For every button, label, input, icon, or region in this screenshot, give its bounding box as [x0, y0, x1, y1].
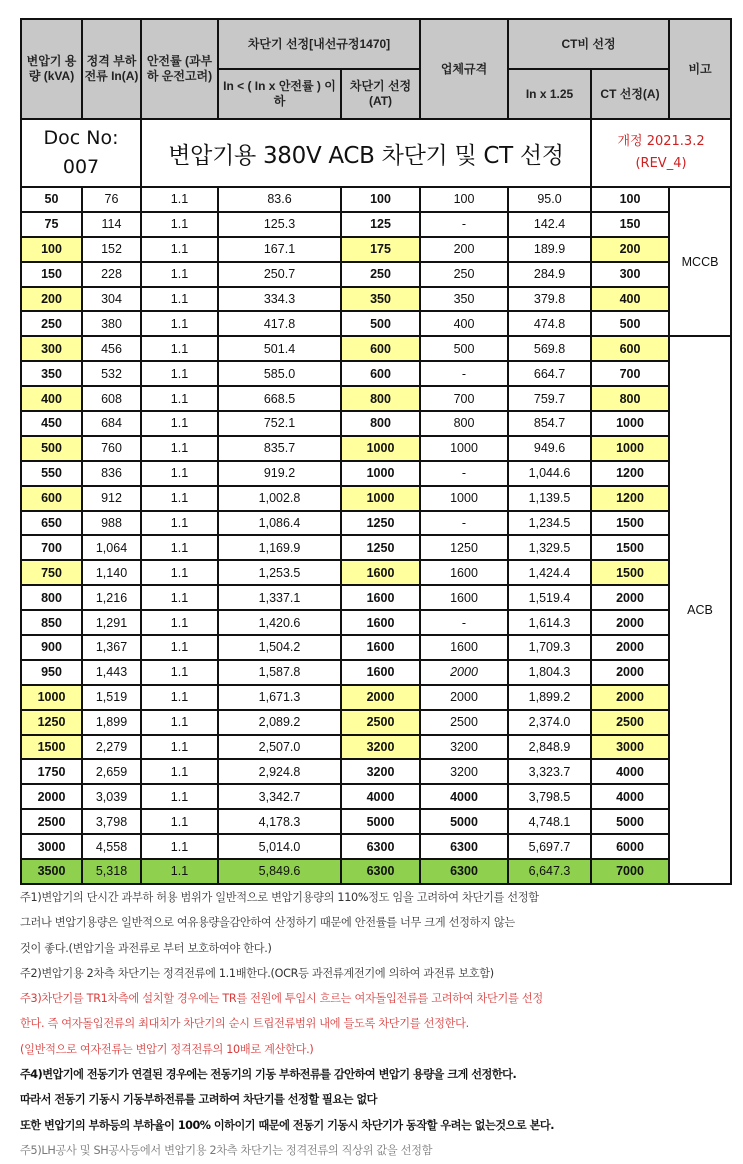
- breaker-limit-cell: 125.3: [218, 212, 341, 237]
- breaker-limit-cell: 4,178.3: [218, 809, 341, 834]
- rated-current-cell: 2,279: [82, 735, 141, 760]
- breaker-limit-cell: 1,671.3: [218, 685, 341, 710]
- vendor-spec-cell: 400: [420, 311, 508, 336]
- breaker-limit-cell: 2,507.0: [218, 735, 341, 760]
- ct-select-cell: 500: [591, 311, 669, 336]
- table-row: [21, 685, 731, 710]
- breaker-select-cell: 3200: [341, 735, 420, 760]
- ct-select-cell: 1500: [591, 560, 669, 585]
- safety-factor-cell: 1.1: [141, 336, 218, 361]
- breaker-limit-cell: 1,420.6: [218, 610, 341, 635]
- footnote-line: 주5)LH공사 및 SH공사등에서 변압기용 2차측 차단기는 정격전류의 직상위 값을 선정함: [20, 1143, 433, 1157]
- col-header-kva: 변압기 용량 (kVA): [21, 19, 82, 119]
- ct-select-cell: 3000: [591, 735, 669, 760]
- breaker-select-cell: 5000: [341, 809, 420, 834]
- vendor-spec-cell: -: [420, 610, 508, 635]
- vendor-spec-cell: 250: [420, 262, 508, 287]
- rated-current-cell: 1,064: [82, 535, 141, 560]
- breaker-select-cell: 1600: [341, 635, 420, 660]
- kva-cell: 350: [21, 361, 82, 386]
- kva-cell: 3000: [21, 834, 82, 859]
- ct-calc-cell: 2,374.0: [508, 710, 591, 735]
- breaker-limit-cell: 501.4: [218, 336, 341, 361]
- col-header-remarks: 비고: [669, 19, 731, 119]
- table-row: [21, 237, 731, 262]
- breaker-select-cell: 6300: [341, 859, 420, 884]
- table-row: [21, 809, 731, 834]
- safety-factor-cell: 1.1: [141, 859, 218, 884]
- vendor-spec-cell: -: [420, 212, 508, 237]
- vendor-spec-cell: 800: [420, 411, 508, 436]
- safety-factor-cell: 1.1: [141, 436, 218, 461]
- rated-current-cell: 532: [82, 361, 141, 386]
- ct-select-cell: 1500: [591, 511, 669, 536]
- kva-cell: 150: [21, 262, 82, 287]
- rated-current-cell: 3,039: [82, 784, 141, 809]
- ct-calc-cell: 6,647.3: [508, 859, 591, 884]
- safety-factor-cell: 1.1: [141, 262, 218, 287]
- breaker-select-cell: 1600: [341, 610, 420, 635]
- table-row: [21, 511, 731, 536]
- kva-cell: 3500: [21, 859, 82, 884]
- ct-select-cell: 2000: [591, 610, 669, 635]
- safety-factor-cell: 1.1: [141, 461, 218, 486]
- safety-factor-cell: 1.1: [141, 735, 218, 760]
- rated-current-cell: 684: [82, 411, 141, 436]
- footnote-line: 또한 변압기의 부하등의 부하율이 100% 이하이기 때문에 전동기 기동시 차단기가 동작할 우려는 없는것으로 본다.: [20, 1118, 554, 1132]
- ct-calc-cell: 1,899.2: [508, 685, 591, 710]
- ct-select-cell: 200: [591, 237, 669, 262]
- vendor-spec-cell: 200: [420, 237, 508, 262]
- ct-calc-cell: 1,614.3: [508, 610, 591, 635]
- vendor-spec-cell: 6300: [420, 859, 508, 884]
- vendor-spec-cell: 4000: [420, 784, 508, 809]
- vendor-spec-cell: 1600: [420, 585, 508, 610]
- ct-calc-cell: 284.9: [508, 262, 591, 287]
- breaker-select-cell: 1600: [341, 560, 420, 585]
- rated-current-cell: 608: [82, 386, 141, 411]
- breaker-select-cell: 125: [341, 212, 420, 237]
- kva-cell: 550: [21, 461, 82, 486]
- table-row: [21, 212, 731, 237]
- kva-cell: 200: [21, 287, 82, 312]
- safety-factor-cell: 1.1: [141, 834, 218, 859]
- breaker-select-cell: 600: [341, 361, 420, 386]
- kva-cell: 1500: [21, 735, 82, 760]
- kva-cell: 750: [21, 560, 82, 585]
- table-body: [21, 187, 731, 884]
- ct-calc-cell: 474.8: [508, 311, 591, 336]
- safety-factor-cell: 1.1: [141, 585, 218, 610]
- breaker-limit-cell: 1,587.8: [218, 660, 341, 685]
- vendor-spec-cell: 700: [420, 386, 508, 411]
- selection-table: [20, 18, 732, 885]
- table-row: [21, 461, 731, 486]
- footnote-line: 주3)차단기를 TR1차측에 설치할 경우에는 TR를 전원에 투입시 흐르는 여자돌입전류를 고려하여 차단기를 선정: [20, 992, 543, 1006]
- ct-select-cell: 2000: [591, 660, 669, 685]
- breaker-limit-cell: 2,089.2: [218, 710, 341, 735]
- ct-select-cell: 2000: [591, 685, 669, 710]
- revision-cell: [591, 119, 731, 187]
- breaker-limit-cell: 1,337.1: [218, 585, 341, 610]
- breaker-select-cell: 1600: [341, 585, 420, 610]
- footnote-line: 것이 좋다.(변압기을 과전류로 부터 보호하여야 한다.): [20, 941, 272, 955]
- table-row: [21, 411, 731, 436]
- ct-calc-cell: 4,748.1: [508, 809, 591, 834]
- rated-current-cell: 4,558: [82, 834, 141, 859]
- rated-current-cell: 2,659: [82, 759, 141, 784]
- revision-date: 개정 2021.3.2: [617, 134, 705, 149]
- vendor-spec-cell: 1600: [420, 560, 508, 585]
- kva-cell: 900: [21, 635, 82, 660]
- breaker-limit-cell: 5,849.6: [218, 859, 341, 884]
- ct-calc-cell: 1,044.6: [508, 461, 591, 486]
- breaker-limit-cell: 752.1: [218, 411, 341, 436]
- kva-cell: 1000: [21, 685, 82, 710]
- breaker-limit-cell: 417.8: [218, 311, 341, 336]
- ct-calc-cell: 1,804.3: [508, 660, 591, 685]
- vendor-spec-cell: 2000: [420, 660, 508, 685]
- rated-current-cell: 760: [82, 436, 141, 461]
- ct-calc-cell: 949.6: [508, 436, 591, 461]
- col-header-ct-select: CT 선정(A): [591, 69, 669, 119]
- ct-calc-cell: 95.0: [508, 187, 591, 212]
- table-header: [21, 19, 731, 119]
- ct-select-cell: 1200: [591, 461, 669, 486]
- footnotes: [20, 885, 730, 1163]
- ct-select-cell: 4000: [591, 784, 669, 809]
- ct-calc-cell: 379.8: [508, 287, 591, 312]
- ct-calc-cell: 664.7: [508, 361, 591, 386]
- ct-select-cell: 150: [591, 212, 669, 237]
- rated-current-cell: 456: [82, 336, 141, 361]
- rated-current-cell: 1,899: [82, 710, 141, 735]
- remarks-cell: MCCB: [669, 187, 731, 336]
- safety-factor-cell: 1.1: [141, 311, 218, 336]
- safety-factor-cell: 1.1: [141, 237, 218, 262]
- table-row: [21, 859, 731, 884]
- footnote-line: 그러나 변압기용량은 일반적으로 여유용량을감안하여 산정하기 때문에 안전률를 너무 크게 선정하지 않는: [20, 916, 515, 930]
- kva-cell: 1750: [21, 759, 82, 784]
- safety-factor-cell: 1.1: [141, 486, 218, 511]
- breaker-select-cell: 100: [341, 187, 420, 212]
- rated-current-cell: 1,291: [82, 610, 141, 635]
- doc-number-cell: [21, 119, 141, 187]
- breaker-select-cell: 800: [341, 386, 420, 411]
- vendor-spec-cell: 6300: [420, 834, 508, 859]
- breaker-select-cell: 1000: [341, 486, 420, 511]
- table-row: [21, 585, 731, 610]
- rated-current-cell: 988: [82, 511, 141, 536]
- table-row: [21, 535, 731, 560]
- safety-factor-cell: 1.1: [141, 759, 218, 784]
- ct-select-cell: 300: [591, 262, 669, 287]
- ct-select-cell: 1000: [591, 411, 669, 436]
- safety-factor-cell: 1.1: [141, 710, 218, 735]
- breaker-select-cell: 500: [341, 311, 420, 336]
- table-row: [21, 287, 731, 312]
- safety-factor-cell: 1.1: [141, 610, 218, 635]
- table-row: [21, 660, 731, 685]
- table-row: [21, 784, 731, 809]
- kva-cell: 250: [21, 311, 82, 336]
- safety-factor-cell: 1.1: [141, 635, 218, 660]
- breaker-select-cell: 1600: [341, 660, 420, 685]
- breaker-select-cell: 2000: [341, 685, 420, 710]
- table-row: [21, 710, 731, 735]
- vendor-spec-cell: 1000: [420, 486, 508, 511]
- col-header-ct-calc: In x 1.25: [508, 69, 591, 119]
- kva-cell: 600: [21, 486, 82, 511]
- breaker-limit-cell: 2,924.8: [218, 759, 341, 784]
- safety-factor-cell: 1.1: [141, 287, 218, 312]
- breaker-limit-cell: 1,504.2: [218, 635, 341, 660]
- rated-current-cell: 836: [82, 461, 141, 486]
- table-row: [21, 311, 731, 336]
- ct-calc-cell: 569.8: [508, 336, 591, 361]
- breaker-limit-cell: 1,086.4: [218, 511, 341, 536]
- footnote-line: 주4)변압기에 전동기가 연결된 경우에는 전동기의 기동 부하전류를 감안하여 변압기 용량을 크게 선정한다.: [20, 1068, 517, 1082]
- vendor-spec-cell: -: [420, 461, 508, 486]
- col-header-breaker-group: 차단기 선정[내선규정1470]: [218, 19, 420, 69]
- breaker-select-cell: 1000: [341, 436, 420, 461]
- footnote-line: 주1)변압기의 단시간 과부하 허용 범위가 일반적으로 변압기용량의 110%정도 임을 고려하여 차단기를 선정함: [20, 891, 539, 904]
- ct-calc-cell: 1,519.4: [508, 585, 591, 610]
- table-row: [21, 486, 731, 511]
- document-sheet: [20, 18, 730, 885]
- ct-select-cell: 1000: [591, 436, 669, 461]
- breaker-select-cell: 2500: [341, 710, 420, 735]
- ct-calc-cell: 854.7: [508, 411, 591, 436]
- ct-select-cell: 7000: [591, 859, 669, 884]
- safety-factor-cell: 1.1: [141, 660, 218, 685]
- breaker-select-cell: 175: [341, 237, 420, 262]
- ct-calc-cell: 1,709.3: [508, 635, 591, 660]
- kva-cell: 75: [21, 212, 82, 237]
- breaker-select-cell: 4000: [341, 784, 420, 809]
- safety-factor-cell: 1.1: [141, 411, 218, 436]
- kva-cell: 450: [21, 411, 82, 436]
- kva-cell: 2500: [21, 809, 82, 834]
- kva-cell: 300: [21, 336, 82, 361]
- safety-factor-cell: 1.1: [141, 560, 218, 585]
- col-header-breaker-limit: In < ( In x 안전률 ) 이하: [218, 69, 341, 119]
- vendor-spec-cell: 1250: [420, 535, 508, 560]
- kva-cell: 700: [21, 535, 82, 560]
- ct-calc-cell: 142.4: [508, 212, 591, 237]
- table-row: [21, 336, 731, 361]
- breaker-select-cell: 250: [341, 262, 420, 287]
- ct-calc-cell: 1,139.5: [508, 486, 591, 511]
- rated-current-cell: 152: [82, 237, 141, 262]
- breaker-limit-cell: 1,169.9: [218, 535, 341, 560]
- rated-current-cell: 114: [82, 212, 141, 237]
- vendor-spec-cell: 2000: [420, 685, 508, 710]
- breaker-select-cell: 600: [341, 336, 420, 361]
- rated-current-cell: 76: [82, 187, 141, 212]
- safety-factor-cell: 1.1: [141, 535, 218, 560]
- footnote-line: 한다. 즉 여자돌입전류의 최대치가 차단기의 순시 트립전류범위 내에 들도록 차단기를 선정한다.: [20, 1017, 469, 1031]
- kva-cell: 400: [21, 386, 82, 411]
- safety-factor-cell: 1.1: [141, 187, 218, 212]
- rated-current-cell: 1,140: [82, 560, 141, 585]
- table-row: [21, 436, 731, 461]
- ct-select-cell: 2500: [591, 710, 669, 735]
- table-row: [21, 262, 731, 287]
- rated-current-cell: 912: [82, 486, 141, 511]
- safety-factor-cell: 1.1: [141, 386, 218, 411]
- ct-select-cell: 400: [591, 287, 669, 312]
- ct-select-cell: 5000: [591, 809, 669, 834]
- vendor-spec-cell: 3200: [420, 759, 508, 784]
- kva-cell: 100: [21, 237, 82, 262]
- ct-select-cell: 600: [591, 336, 669, 361]
- footnote-line: 주2)변압기용 2차측 차단기는 정격전류에 1.1배한다.(OCR등 과전류계전기에 의하여 과전류 보호함): [20, 966, 494, 980]
- ct-calc-cell: 2,848.9: [508, 735, 591, 760]
- kva-cell: 850: [21, 610, 82, 635]
- revision-tag: (REV_4): [635, 156, 687, 171]
- ct-select-cell: 1200: [591, 486, 669, 511]
- safety-factor-cell: 1.1: [141, 511, 218, 536]
- breaker-select-cell: 6300: [341, 834, 420, 859]
- ct-select-cell: 6000: [591, 834, 669, 859]
- doc-number-label: Doc No:: [43, 127, 119, 149]
- ct-calc-cell: 1,234.5: [508, 511, 591, 536]
- rated-current-cell: 304: [82, 287, 141, 312]
- page-title: 변압기용 380V ACB 차단기 및 CT 선정: [141, 119, 591, 187]
- col-header-rated-current: 정격 부하 전류 In(A): [82, 19, 141, 119]
- col-header-ct-group: CT비 선정: [508, 19, 669, 69]
- ct-select-cell: 1500: [591, 535, 669, 560]
- rated-current-cell: 228: [82, 262, 141, 287]
- breaker-select-cell: 350: [341, 287, 420, 312]
- kva-cell: 950: [21, 660, 82, 685]
- breaker-limit-cell: 250.7: [218, 262, 341, 287]
- breaker-limit-cell: 83.6: [218, 187, 341, 212]
- ct-calc-cell: 1,329.5: [508, 535, 591, 560]
- safety-factor-cell: 1.1: [141, 212, 218, 237]
- table-row: [21, 610, 731, 635]
- rated-current-cell: 5,318: [82, 859, 141, 884]
- breaker-select-cell: 1000: [341, 461, 420, 486]
- vendor-spec-cell: 1000: [420, 436, 508, 461]
- breaker-limit-cell: 668.5: [218, 386, 341, 411]
- breaker-select-cell: 1250: [341, 511, 420, 536]
- kva-cell: 1250: [21, 710, 82, 735]
- table-row: [21, 386, 731, 411]
- breaker-limit-cell: 3,342.7: [218, 784, 341, 809]
- table-row: [21, 187, 731, 212]
- table-row: [21, 834, 731, 859]
- vendor-spec-cell: 350: [420, 287, 508, 312]
- safety-factor-cell: 1.1: [141, 809, 218, 834]
- breaker-select-cell: 1250: [341, 535, 420, 560]
- kva-cell: 50: [21, 187, 82, 212]
- kva-cell: 800: [21, 585, 82, 610]
- breaker-limit-cell: 835.7: [218, 436, 341, 461]
- vendor-spec-cell: 1600: [420, 635, 508, 660]
- vendor-spec-cell: 5000: [420, 809, 508, 834]
- table-row: [21, 361, 731, 386]
- breaker-limit-cell: 1,002.8: [218, 486, 341, 511]
- ct-calc-cell: 759.7: [508, 386, 591, 411]
- vendor-spec-cell: 100: [420, 187, 508, 212]
- title-block: [21, 119, 731, 187]
- vendor-spec-cell: -: [420, 511, 508, 536]
- ct-calc-cell: 1,424.4: [508, 560, 591, 585]
- rated-current-cell: 1,216: [82, 585, 141, 610]
- ct-select-cell: 700: [591, 361, 669, 386]
- ct-calc-cell: 3,798.5: [508, 784, 591, 809]
- rated-current-cell: 1,367: [82, 635, 141, 660]
- col-header-breaker-select: 차단기 선정 (AT): [341, 69, 420, 119]
- breaker-select-cell: 3200: [341, 759, 420, 784]
- breaker-limit-cell: 919.2: [218, 461, 341, 486]
- kva-cell: 650: [21, 511, 82, 536]
- vendor-spec-cell: 3200: [420, 735, 508, 760]
- rated-current-cell: 3,798: [82, 809, 141, 834]
- ct-calc-cell: 189.9: [508, 237, 591, 262]
- vendor-spec-cell: 500: [420, 336, 508, 361]
- rated-current-cell: 380: [82, 311, 141, 336]
- breaker-select-cell: 800: [341, 411, 420, 436]
- kva-cell: 2000: [21, 784, 82, 809]
- breaker-limit-cell: 585.0: [218, 361, 341, 386]
- safety-factor-cell: 1.1: [141, 784, 218, 809]
- footnote-line: 따라서 전동기 기동시 기동부하전류를 고려하여 차단기를 선정할 필요는 없다: [20, 1093, 377, 1107]
- doc-number-value: 007: [62, 156, 100, 178]
- ct-select-cell: 2000: [591, 635, 669, 660]
- table-row: [21, 635, 731, 660]
- table-row: [21, 735, 731, 760]
- remarks-cell: ACB: [669, 336, 731, 884]
- table-row: [21, 560, 731, 585]
- col-header-vendor-spec: 업체규격: [420, 19, 508, 119]
- rated-current-cell: 1,443: [82, 660, 141, 685]
- vendor-spec-cell: -: [420, 361, 508, 386]
- ct-select-cell: 2000: [591, 585, 669, 610]
- col-header-safety-factor: 안전률 (과부하 운전고려): [141, 19, 218, 119]
- breaker-limit-cell: 1,253.5: [218, 560, 341, 585]
- vendor-spec-cell: 2500: [420, 710, 508, 735]
- ct-select-cell: 100: [591, 187, 669, 212]
- breaker-limit-cell: 5,014.0: [218, 834, 341, 859]
- breaker-limit-cell: 167.1: [218, 237, 341, 262]
- kva-cell: 500: [21, 436, 82, 461]
- ct-calc-cell: 3,323.7: [508, 759, 591, 784]
- table-row: [21, 759, 731, 784]
- breaker-limit-cell: 334.3: [218, 287, 341, 312]
- ct-select-cell: 4000: [591, 759, 669, 784]
- rated-current-cell: 1,519: [82, 685, 141, 710]
- safety-factor-cell: 1.1: [141, 361, 218, 386]
- ct-select-cell: 800: [591, 386, 669, 411]
- footnote-line: (일반적으로 여자전류는 변압기 정격전류의 10배로 계산한다.): [20, 1042, 314, 1056]
- ct-calc-cell: 5,697.7: [508, 834, 591, 859]
- safety-factor-cell: 1.1: [141, 685, 218, 710]
